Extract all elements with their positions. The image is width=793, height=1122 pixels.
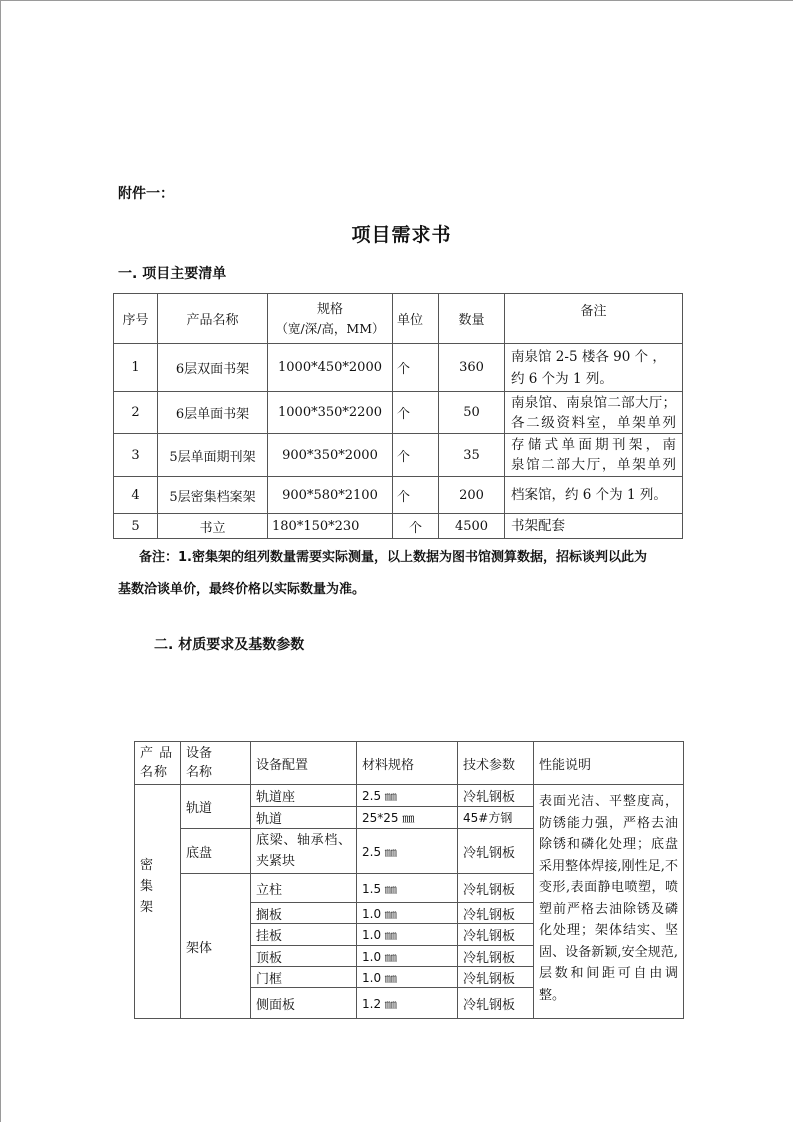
header-index: 序号 [114,294,158,344]
cell-quantity: 360 [439,344,505,392]
cell-group: 架体 [181,874,251,1019]
section2-heading: 二. 材质要求及基数参数 [154,637,305,653]
cell-spec: 900*580*2100 [268,477,393,514]
cell-index: 1 [114,344,158,392]
cell-spec: 2.5 ㎜ [357,785,458,807]
cell-product: 5层密集档案架 [158,477,268,514]
cell-product [135,785,181,1019]
cell-quantity: 4500 [439,514,505,539]
cell-group: 轨道 [181,785,251,829]
cell-index: 3 [114,434,158,477]
product-list-table [113,293,683,539]
cell-index: 5 [114,514,158,539]
cell-config: 侧面板 [251,988,357,1019]
page-border-left [0,0,1,1122]
table-row [135,785,684,807]
remark-line: 约 6 个为 1 列。 [511,370,613,387]
table-row [114,344,683,392]
cell-config: 门框 [251,967,357,988]
cell-unit: 个 [393,514,439,539]
cell-product: 5层单面期刊架 [158,434,268,477]
header-tech-param: 技术参数 [458,742,534,785]
cell-unit: 个 [393,477,439,514]
cell-config: 挂板 [251,924,357,946]
cell-param: 冷轧钢板 [458,924,534,946]
cell-index: 2 [114,392,158,434]
product-name-text: 密 集 架 [140,858,157,915]
table-row [114,434,683,477]
page-border-top [0,0,793,1]
remark-line: 存储式单面期刊架，南 [511,437,676,453]
remark-line: 泉馆二部大厅，单架单列 [511,457,676,473]
cell-performance: 表面光洁、平整度高，防锈能力强，严格去油除锈和磷化处理；底盘采用整体焊接,刚性足,不变形,表面静电喷塑，喷塑前严格去油除锈及磷化处理；架体结实、坚固、设备新颖,安全规范,层数和间距可自由调整。 [534,785,684,1019]
cell-config: 立柱 [251,874,357,903]
cell-remark [505,392,683,434]
table-header-row [114,294,683,344]
cell-spec: 1000*450*2000 [268,344,393,392]
header-product-name-text: 产 品 名称 [140,746,174,780]
cell-param: 冷轧钢板 [458,785,534,807]
cell-spec: 1.0 ㎜ [357,967,458,988]
header-unit: 单位 [393,294,439,344]
header-quantity: 数量 [439,294,505,344]
remark-line: 各二级资料室，单架单列 [511,414,676,431]
cell-product: 6层单面书架 [158,392,268,434]
header-material-spec: 材料规格 [357,742,458,785]
header-equipment-name-text: 设备 名称 [186,746,213,780]
cell-product: 书立 [158,514,268,539]
cell-param: 冷轧钢板 [458,946,534,967]
remark-line: 南泉馆、南泉馆二部大厅； [511,394,676,411]
cell-remark: 档案馆，约 6 个为 1 列。 [505,477,683,514]
config-text: 底梁、轴承档、夹紧块 [256,833,351,869]
cell-param: 冷轧钢板 [458,967,534,988]
cell-spec: 1.0 ㎜ [357,903,458,924]
cell-config: 轨道座 [251,785,357,807]
cell-unit: 个 [393,344,439,392]
cell-remark [505,434,683,477]
cell-config: 搁板 [251,903,357,924]
cell-param: 冷轧钢板 [458,903,534,924]
header-spec-line1: 规格 [316,301,343,317]
table-header-row [135,742,684,785]
cell-quantity: 50 [439,392,505,434]
cell-spec: 900*350*2000 [268,434,393,477]
note-line-2: 基数洽谈单价，最终价格以实际数量为准。 [118,582,366,597]
table-row [114,477,683,514]
cell-index: 4 [114,477,158,514]
cell-spec: 1000*350*2200 [268,392,393,434]
cell-spec: 180*150*230 [268,514,393,539]
cell-spec: 1.5 ㎜ [357,874,458,903]
header-spec-line2: （宽/深/高，MM） [275,320,385,336]
header-spec [268,294,393,344]
table-row [114,392,683,434]
header-product: 产品名称 [158,294,268,344]
attachment-label: 附件一： [118,186,174,202]
header-performance: 性能说明 [534,742,684,785]
cell-quantity: 35 [439,434,505,477]
cell-spec: 1.0 ㎜ [357,924,458,946]
cell-unit: 个 [393,392,439,434]
header-config: 设备配置 [251,742,357,785]
cell-config: 轨道 [251,807,357,829]
cell-spec: 1.0 ㎜ [357,946,458,967]
cell-product: 6层双面书架 [158,344,268,392]
cell-spec: 25*25 ㎜ [357,807,458,829]
cell-spec: 1.2 ㎜ [357,988,458,1019]
cell-remark [505,344,683,392]
section1-heading: 一. 项目主要清单 [118,266,227,282]
document-title: 项目需求书 [351,224,452,246]
note-line-1: 备注：1.密集架的组列数量需要实际测量，以上数据为图书馆测算数据，招标谈判以此为 [139,550,647,565]
material-spec-table [134,741,684,1019]
table-row [114,514,683,539]
cell-param: 冷轧钢板 [458,988,534,1019]
cell-remark: 书架配套 [505,514,683,539]
cell-config: 顶板 [251,946,357,967]
cell-param: 冷轧钢板 [458,829,534,874]
header-equipment-name [181,742,251,785]
header-remark: 备注 [505,294,683,344]
cell-quantity: 200 [439,477,505,514]
cell-group: 底盘 [181,829,251,874]
remark-line: 南泉馆 2-5 楼各 90 个 ， [511,348,666,365]
cell-config [251,829,357,874]
cell-param: 冷轧钢板 [458,874,534,903]
cell-param: 45#方钢 [458,807,534,829]
header-product-name [135,742,181,785]
cell-unit: 个 [393,434,439,477]
cell-spec: 2.5 ㎜ [357,829,458,874]
